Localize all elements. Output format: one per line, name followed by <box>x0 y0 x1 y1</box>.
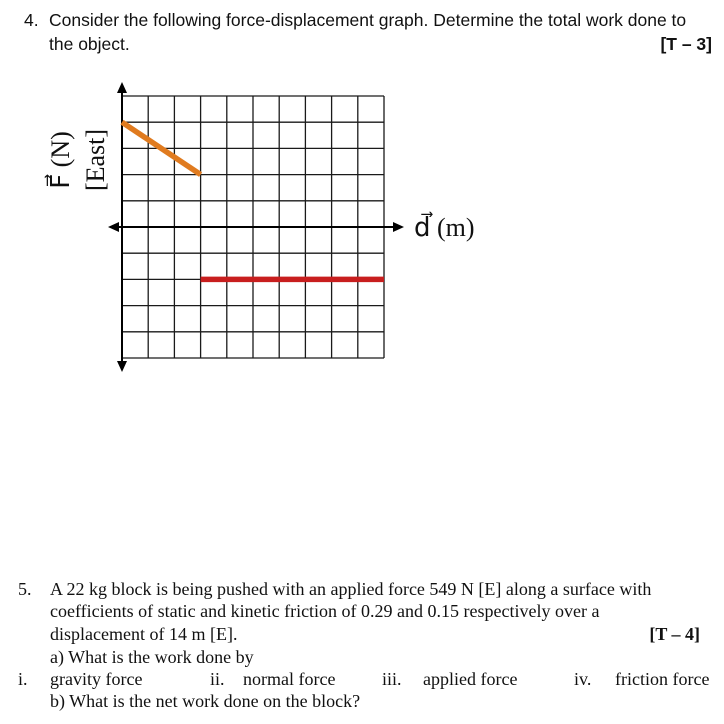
y-axis-arrow-down <box>117 361 127 372</box>
option-iv-label: friction force <box>615 669 710 689</box>
y-axis-arrow-up <box>117 82 127 93</box>
option-iv-number: iv. <box>574 669 592 689</box>
x-axis-arrow-left <box>108 222 119 232</box>
question-5-text-line2: coefficients of static and kinetic friction of 0.29 and 0.15 respectively over a <box>50 601 600 621</box>
x-axis-arrow-right <box>393 222 404 232</box>
question-4-number: 4. <box>24 10 39 30</box>
option-i-label: gravity force <box>50 669 143 689</box>
y-axis-direction-label: [East] <box>81 128 110 192</box>
graph-axes <box>108 82 404 372</box>
question-5-part-a: a) What is the work done by <box>50 647 254 667</box>
x-axis-label: d⃗ (m) <box>414 213 475 242</box>
option-iii-number: iii. <box>382 669 402 689</box>
option-i-number: i. <box>18 669 28 689</box>
question-5-tag: [T – 4] <box>649 624 700 644</box>
option-ii-label: normal force <box>243 669 336 689</box>
question-5-text-line3: displacement of 14 m [E]. <box>50 624 238 644</box>
question-4-text-line1: Consider the following force-displacement graph. Determine the total work done to <box>49 10 687 30</box>
y-axis-label: F⃗ (N) <box>46 131 75 189</box>
question-5-part-b: b) What is the net work done on the block? <box>50 691 361 711</box>
question-5-number: 5. <box>18 579 32 599</box>
question-4-tag: [T – 3] <box>660 34 712 54</box>
option-iii-label: applied force <box>423 669 518 689</box>
option-ii-number: ii. <box>210 669 225 689</box>
question-5-text-line1: A 22 kg block is being pushed with an applied force 549 N [E] along a surface with <box>50 579 652 599</box>
question-4-text-line2: the object. <box>49 34 130 54</box>
